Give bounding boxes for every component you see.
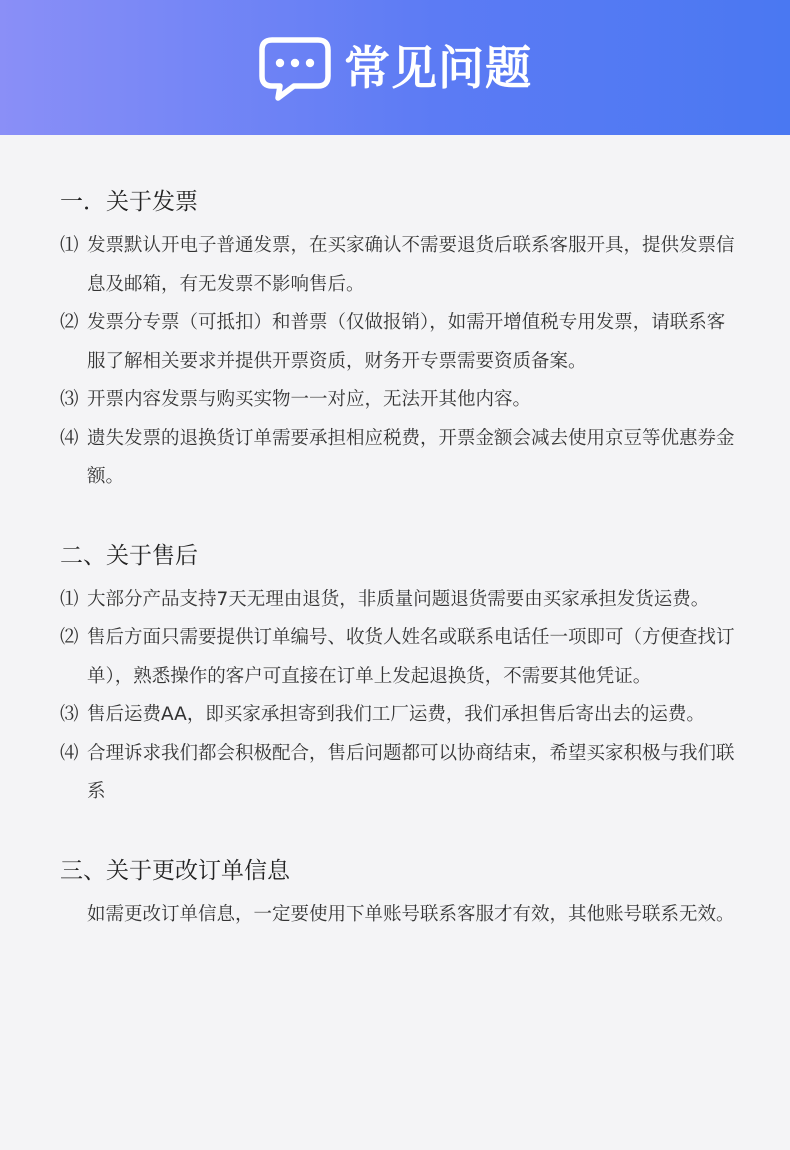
- list-item: [60, 619, 735, 696]
- section-invoice: [60, 183, 735, 497]
- header-banner: [0, 0, 790, 135]
- item-number: ⑶: [60, 389, 78, 410]
- item-number: ⑵: [60, 627, 78, 648]
- item-text: 大部分产品支持7天无理由退货，非质量问题退货需要由买家承担发货运费。: [87, 588, 710, 610]
- faq-content: [60, 183, 735, 974]
- list-item: [60, 696, 735, 735]
- item-text: 发票分专票（可抵扣）和普票（仅做报销），如需开增值税专用发票，请联系客服了解相关要求并提供开票资质，财务开专票需要资质备案。: [87, 312, 726, 372]
- list-item: [60, 381, 735, 420]
- section-title: 一．关于发票: [60, 189, 198, 215]
- item-number: ⑶: [60, 704, 78, 725]
- item-number: ⑷: [60, 427, 78, 449]
- section-title: 二、关于售后: [60, 542, 198, 569]
- list-item: [60, 227, 735, 304]
- list-item: [60, 735, 735, 812]
- page-title: 常见问题: [344, 40, 532, 95]
- section-title: 三、关于更改订单信息: [60, 857, 290, 884]
- item-number: ⑴: [60, 588, 78, 610]
- item-number: ⑴: [60, 235, 78, 256]
- section-paragraph: 如需更改订单信息，一定要使用下单账号联系客服才有效，其他账号联系无效。: [87, 903, 735, 925]
- section-after-sales: [60, 537, 735, 812]
- list-item: [60, 304, 735, 381]
- header-content: [0, 0, 790, 135]
- list-item: [60, 420, 735, 497]
- section-order-change: [60, 852, 735, 935]
- item-number: ⑵: [60, 312, 78, 333]
- item-text: 售后方面只需要提供订单编号、收货人姓名或联系电话任一项即可（方便查找订单），熟悉操作的客户可直接在订单上发起退换货，不需要其他凭证。: [87, 627, 735, 687]
- item-text: 开票内容发票与购买实物一一对应，无法开其他内容。: [87, 389, 532, 410]
- list-item: [60, 581, 735, 620]
- item-text: 发票默认开电子普通发票，在买家确认不需要退货后联系客服开具，提供发票信息及邮箱，有无发票不影响售后。: [87, 235, 735, 295]
- item-text: 售后运费AA，即买家承担寄到我们工厂运费，我们承担售后寄出去的运费。: [87, 704, 705, 725]
- item-text: 遗失发票的退换货订单需要承担相应税费，开票金额会减去使用京豆等优惠券金额。: [87, 427, 735, 487]
- item-number: ⑷: [60, 742, 78, 764]
- chat-bubble-icon: [258, 36, 332, 102]
- item-text: 合理诉求我们都会积极配合，售后问题都可以协商结束，希望买家积极与我们联系: [87, 742, 735, 802]
